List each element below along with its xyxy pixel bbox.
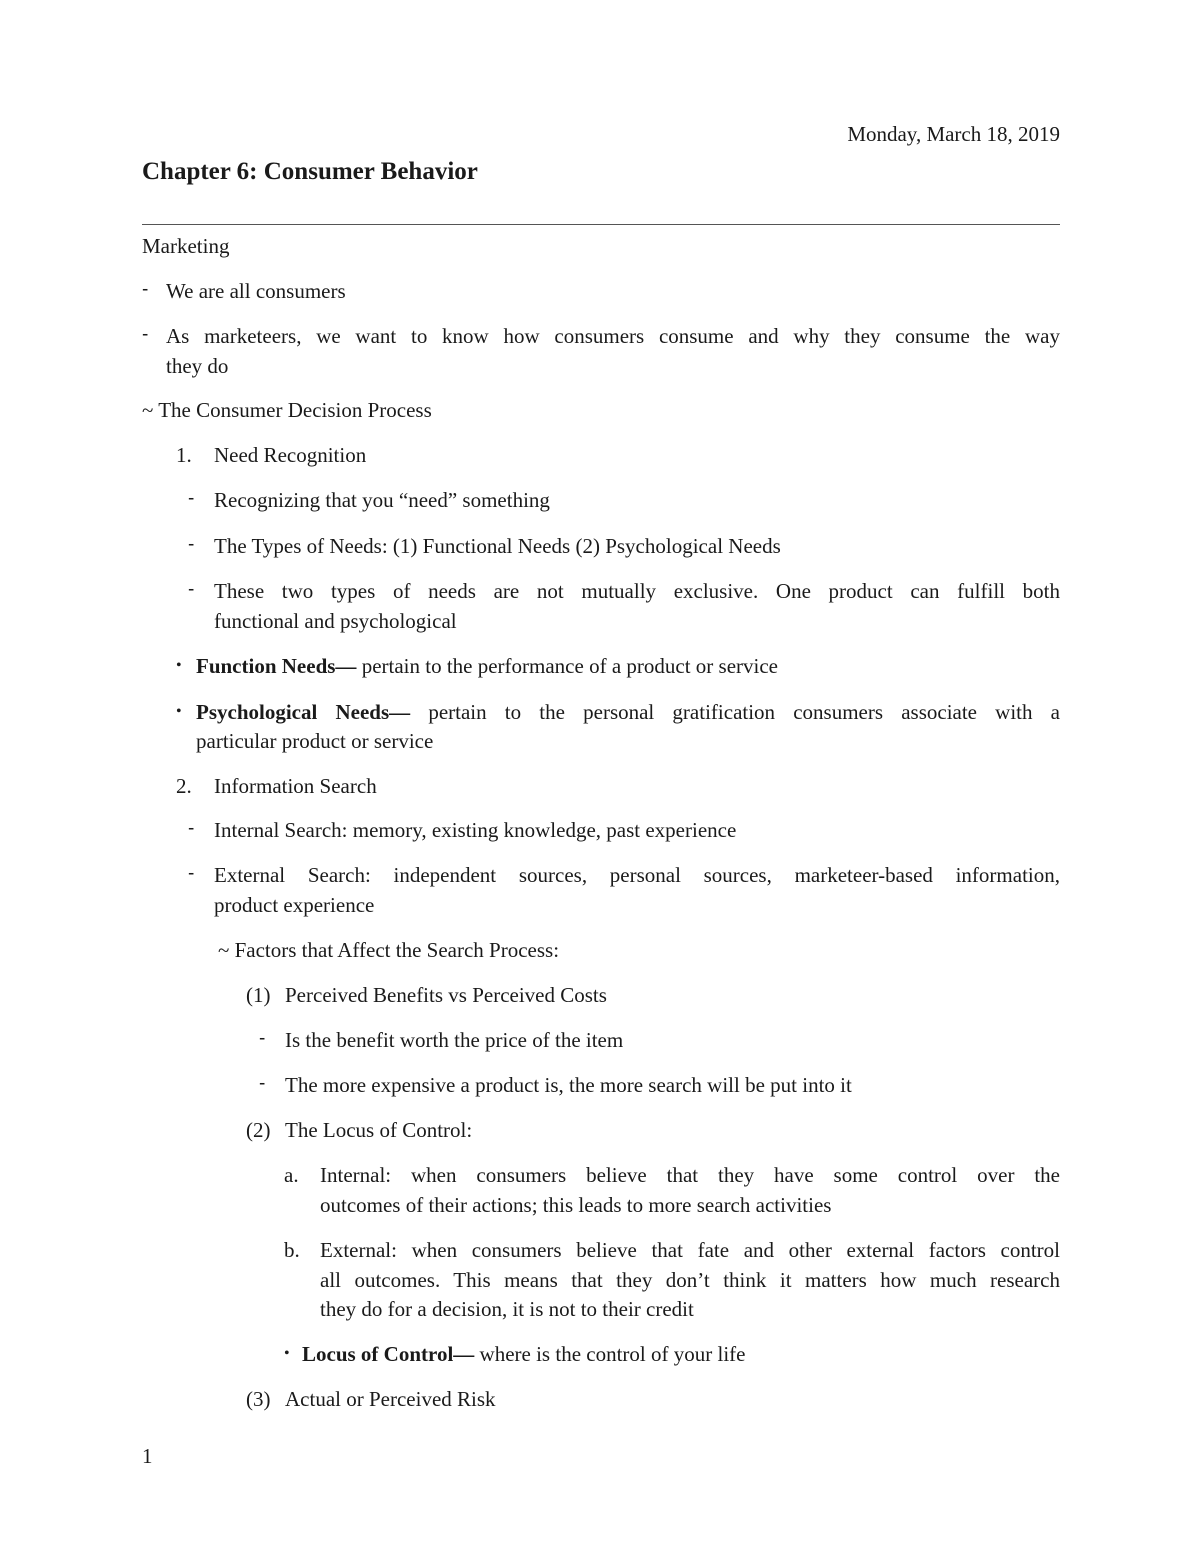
list-item: External: when consumers believe that fate and other external factors control (320, 1238, 1060, 1262)
title-divider (142, 224, 1060, 225)
dash-bullet: - (188, 534, 195, 555)
step-number: 1. (176, 443, 192, 467)
dot-bullet: • (284, 1345, 290, 1362)
dash-bullet: - (259, 1028, 266, 1049)
list-item: The more expensive a product is, the more search will be put into it (285, 1073, 852, 1097)
factor-title: The Locus of Control: (285, 1118, 473, 1142)
definition-psychological-needs (196, 697, 1060, 727)
section-heading: Marketing (142, 234, 230, 258)
page-title: Chapter 6: Consumer Behavior (142, 158, 478, 185)
factor-number: (3) (246, 1387, 271, 1411)
definition-function-needs (196, 651, 778, 681)
document-date: Monday, March 18, 2019 (847, 122, 1060, 146)
page-number: 1 (142, 1444, 153, 1468)
definition-text: where is the control of your life (474, 1342, 746, 1366)
definition-text: pertain to the personal gratification consumers associate with a (410, 700, 1060, 724)
definition-term: Locus of Control— (302, 1342, 475, 1366)
list-item: Is the benefit worth the price of the item (285, 1028, 624, 1052)
list-item: Internal Search: memory, existing knowledge, past experience (214, 818, 737, 842)
step-title: Need Recognition (214, 443, 367, 467)
list-item-continuation: outcomes of their actions; this leads to more search activities (320, 1193, 832, 1217)
list-item-continuation: they do (166, 354, 229, 378)
list-item-continuation: they do for a decision, it is not to their credit (320, 1297, 694, 1321)
definition-locus-of-control (302, 1339, 745, 1369)
list-item: Recognizing that you “need” something (214, 488, 550, 512)
list-item: Internal: when consumers believe that they have some control over the (320, 1163, 1060, 1187)
list-item: These two types of needs are not mutually exclusive. One product can fulfill both (214, 579, 1060, 603)
dash-bullet: - (188, 579, 195, 600)
dot-bullet: • (176, 703, 182, 720)
factors-heading: ~ Factors that Affect the Search Process: (218, 938, 560, 962)
dash-bullet: - (188, 818, 195, 839)
dash-bullet: - (259, 1073, 266, 1094)
step-number: 2. (176, 774, 192, 798)
dot-bullet: • (176, 657, 182, 674)
factor-title: Perceived Benefits vs Perceived Costs (285, 983, 607, 1007)
definition-continuation: particular product or service (196, 729, 434, 753)
dash-bullet: - (188, 488, 195, 509)
list-item: The Types of Needs: (1) Functional Needs (2) Psychological Needs (214, 534, 781, 558)
definition-text: pertain to the performance of a product or service (356, 654, 778, 678)
list-item-continuation: product experience (214, 893, 375, 917)
dash-bullet: - (142, 324, 149, 345)
item-letter: a. (284, 1163, 299, 1187)
list-item-continuation: all outcomes. This means that they don’t think it matters how much research (320, 1268, 1060, 1292)
list-item: We are all consumers (166, 279, 346, 303)
factor-number: (2) (246, 1118, 271, 1142)
dash-bullet: - (188, 863, 195, 884)
factor-title: Actual or Perceived Risk (285, 1387, 496, 1411)
list-item: As marketeers, we want to know how consumers consume and why they consume the way (166, 324, 1060, 348)
step-title: Information Search (214, 774, 377, 798)
list-item-continuation: functional and psychological (214, 609, 457, 633)
definition-term: Psychological Needs— (196, 700, 411, 724)
list-item: External Search: independent sources, personal sources, marketeer-based information, (214, 863, 1060, 887)
process-heading: ~ The Consumer Decision Process (142, 398, 432, 422)
definition-term: Function Needs— (196, 654, 357, 678)
dash-bullet: - (142, 279, 149, 300)
factor-number: (1) (246, 983, 271, 1007)
item-letter: b. (284, 1238, 300, 1262)
